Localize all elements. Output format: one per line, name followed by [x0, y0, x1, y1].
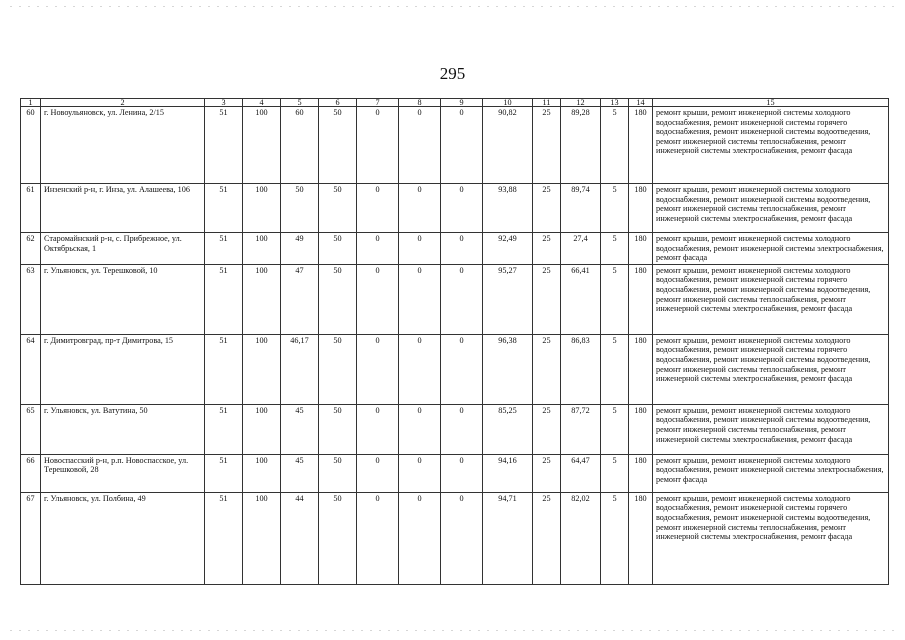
value-cell: 180	[629, 334, 653, 404]
page-number: 295	[439, 64, 466, 83]
value-cell: 51	[205, 454, 243, 492]
value-cell: 0	[357, 184, 399, 233]
value-cell: 0	[357, 233, 399, 265]
scan-artifact-top	[10, 6, 895, 7]
value-cell: 89,28	[561, 107, 601, 184]
table-row	[21, 454, 889, 492]
table-row	[21, 264, 889, 334]
value-cell: 45	[281, 454, 319, 492]
row-number-cell: 64	[21, 334, 41, 404]
value-cell: 50	[319, 454, 357, 492]
value-cell: 51	[205, 107, 243, 184]
value-cell: 50	[319, 334, 357, 404]
table-row	[21, 233, 889, 265]
value-cell: 180	[629, 454, 653, 492]
value-cell: 25	[533, 492, 561, 584]
column-header-4: 4	[243, 99, 281, 107]
value-cell: 0	[399, 404, 441, 454]
value-cell: 51	[205, 233, 243, 265]
value-cell: 0	[441, 264, 483, 334]
column-header-1: 1	[21, 99, 41, 107]
value-cell: 92,49	[483, 233, 533, 265]
address-cell: г. Ульяновск, ул. Терешковой, 10	[41, 264, 205, 334]
value-cell: 0	[357, 492, 399, 584]
column-header-5: 5	[281, 99, 319, 107]
address-cell: Инзенский р-н, г. Инза, ул. Алашеева, 106	[41, 184, 205, 233]
value-cell: 44	[281, 492, 319, 584]
value-cell: 25	[533, 334, 561, 404]
value-cell: 0	[441, 233, 483, 265]
value-cell: 0	[357, 264, 399, 334]
column-header-2: 2	[41, 99, 205, 107]
value-cell: 25	[533, 184, 561, 233]
value-cell: 0	[357, 334, 399, 404]
value-cell: 180	[629, 264, 653, 334]
column-header-11: 11	[533, 99, 561, 107]
value-cell: 5	[601, 233, 629, 265]
row-number-cell: 63	[21, 264, 41, 334]
value-cell: 27,4	[561, 233, 601, 265]
value-cell: 51	[205, 404, 243, 454]
value-cell: 0	[441, 492, 483, 584]
address-cell: г. Димитровград, пр-т Димитрова, 15	[41, 334, 205, 404]
value-cell: 50	[319, 107, 357, 184]
value-cell: 0	[357, 404, 399, 454]
column-header-12: 12	[561, 99, 601, 107]
works-list-cell: ремонт крыши, ремонт инженерной системы холодного водоснабжения, ремонт инженерной системы горячего водоснабжения, ремонт инженерной системы водоотведения, ремонт инженерной системы теплоснабжения, ремонт инженерной системы электроснабжения, ремонт фасада	[653, 492, 889, 584]
value-cell: 0	[399, 454, 441, 492]
row-number-cell: 65	[21, 404, 41, 454]
table-row	[21, 184, 889, 233]
value-cell: 64,47	[561, 454, 601, 492]
value-cell: 0	[399, 184, 441, 233]
value-cell: 60	[281, 107, 319, 184]
row-number-cell: 61	[21, 184, 41, 233]
value-cell: 180	[629, 233, 653, 265]
value-cell: 180	[629, 184, 653, 233]
column-header-13: 13	[601, 99, 629, 107]
value-cell: 180	[629, 492, 653, 584]
value-cell: 0	[399, 492, 441, 584]
value-cell: 5	[601, 184, 629, 233]
value-cell: 50	[281, 184, 319, 233]
value-cell: 100	[243, 492, 281, 584]
value-cell: 0	[399, 334, 441, 404]
works-list-cell: ремонт крыши, ремонт инженерной системы холодного водоснабжения, ремонт инженерной системы горячего водоснабжения, ремонт инженерной системы водоотведения, ремонт инженерной системы теплоснабжения, ремонт инженерной системы электроснабжения, ремонт фасада	[653, 264, 889, 334]
value-cell: 66,41	[561, 264, 601, 334]
value-cell: 25	[533, 107, 561, 184]
row-number-cell: 62	[21, 233, 41, 265]
value-cell: 94,71	[483, 492, 533, 584]
value-cell: 100	[243, 264, 281, 334]
works-list-cell: ремонт крыши, ремонт инженерной системы холодного водоснабжения, ремонт инженерной системы электроснабжения, ремонт фасада	[653, 233, 889, 265]
repair-schedule-table	[20, 98, 889, 585]
value-cell: 86,83	[561, 334, 601, 404]
column-header-15: 15	[653, 99, 889, 107]
value-cell: 0	[441, 184, 483, 233]
value-cell: 5	[601, 404, 629, 454]
row-number-cell: 66	[21, 454, 41, 492]
value-cell: 0	[399, 264, 441, 334]
value-cell: 50	[319, 264, 357, 334]
value-cell: 94,16	[483, 454, 533, 492]
value-cell: 87,72	[561, 404, 601, 454]
table-row	[21, 334, 889, 404]
works-list-cell: ремонт крыши, ремонт инженерной системы холодного водоснабжения, ремонт инженерной системы электроснабжения, ремонт фасада	[653, 454, 889, 492]
column-header-14: 14	[629, 99, 653, 107]
value-cell: 5	[601, 454, 629, 492]
value-cell: 100	[243, 184, 281, 233]
value-cell: 96,38	[483, 334, 533, 404]
value-cell: 45	[281, 404, 319, 454]
value-cell: 90,82	[483, 107, 533, 184]
value-cell: 25	[533, 454, 561, 492]
value-cell: 100	[243, 233, 281, 265]
value-cell: 0	[399, 233, 441, 265]
address-cell: Новоспасский р-н, р.п. Новоспасское, ул. Терешковой, 28	[41, 454, 205, 492]
column-header-7: 7	[357, 99, 399, 107]
column-header-10: 10	[483, 99, 533, 107]
value-cell: 51	[205, 184, 243, 233]
address-cell: Старомайнский р-н, с. Прибрежное, ул. Октябрьская, 1	[41, 233, 205, 265]
value-cell: 50	[319, 233, 357, 265]
value-cell: 49	[281, 233, 319, 265]
value-cell: 95,27	[483, 264, 533, 334]
value-cell: 50	[319, 184, 357, 233]
value-cell: 5	[601, 492, 629, 584]
value-cell: 25	[533, 233, 561, 265]
address-cell: г. Ульяновск, ул. Полбина, 49	[41, 492, 205, 584]
value-cell: 51	[205, 492, 243, 584]
works-list-cell: ремонт крыши, ремонт инженерной системы холодного водоснабжения, ремонт инженерной системы горячего водоснабжения, ремонт инженерной системы водоотведения, ремонт инженерной системы теплоснабжения, ремонт инженерной системы электроснабжения, ремонт фасада	[653, 107, 889, 184]
value-cell: 0	[441, 334, 483, 404]
value-cell: 0	[357, 454, 399, 492]
works-list-cell: ремонт крыши, ремонт инженерной системы холодного водоснабжения, ремонт инженерной системы горячего водоснабжения, ремонт инженерной системы водоотведения, ремонт инженерной системы теплоснабжения, ремонт инженерной системы электроснабжения, ремонт фасада	[653, 334, 889, 404]
value-cell: 5	[601, 264, 629, 334]
value-cell: 50	[319, 404, 357, 454]
value-cell: 100	[243, 454, 281, 492]
value-cell: 93,88	[483, 184, 533, 233]
value-cell: 0	[399, 107, 441, 184]
value-cell: 180	[629, 107, 653, 184]
column-header-9: 9	[441, 99, 483, 107]
value-cell: 5	[601, 334, 629, 404]
value-cell: 100	[243, 334, 281, 404]
header-row	[21, 99, 889, 107]
column-header-6: 6	[319, 99, 357, 107]
address-cell: г. Новоульяновск, ул. Ленина, 2/15	[41, 107, 205, 184]
works-list-cell: ремонт крыши, ремонт инженерной системы холодного водоснабжения, ремонт инженерной системы водоотведения, ремонт инженерной системы теплоснабжения, ремонт инженерной системы электроснабжения, ремонт фасада	[653, 404, 889, 454]
value-cell: 100	[243, 107, 281, 184]
value-cell: 180	[629, 404, 653, 454]
value-cell: 85,25	[483, 404, 533, 454]
table-row	[21, 492, 889, 584]
scan-artifact-bottom	[10, 630, 895, 631]
value-cell: 0	[357, 107, 399, 184]
value-cell: 0	[441, 107, 483, 184]
column-number-header	[21, 99, 889, 107]
works-list-cell: ремонт крыши, ремонт инженерной системы холодного водоснабжения, ремонт инженерной системы водоотведения, ремонт инженерной системы теплоснабжения, ремонт инженерной системы электроснабжения, ремонт фасада	[653, 184, 889, 233]
table-row	[21, 404, 889, 454]
value-cell: 25	[533, 404, 561, 454]
table-row	[21, 107, 889, 184]
value-cell: 0	[441, 404, 483, 454]
value-cell: 100	[243, 404, 281, 454]
value-cell: 46,17	[281, 334, 319, 404]
value-cell: 47	[281, 264, 319, 334]
column-header-3: 3	[205, 99, 243, 107]
row-number-cell: 60	[21, 107, 41, 184]
row-number-cell: 67	[21, 492, 41, 584]
value-cell: 89,74	[561, 184, 601, 233]
address-cell: г. Ульяновск, ул. Ватутина, 50	[41, 404, 205, 454]
table-body	[21, 107, 889, 585]
value-cell: 5	[601, 107, 629, 184]
value-cell: 82,02	[561, 492, 601, 584]
value-cell: 51	[205, 264, 243, 334]
column-header-8: 8	[399, 99, 441, 107]
value-cell: 50	[319, 492, 357, 584]
value-cell: 51	[205, 334, 243, 404]
value-cell: 0	[441, 454, 483, 492]
value-cell: 25	[533, 264, 561, 334]
